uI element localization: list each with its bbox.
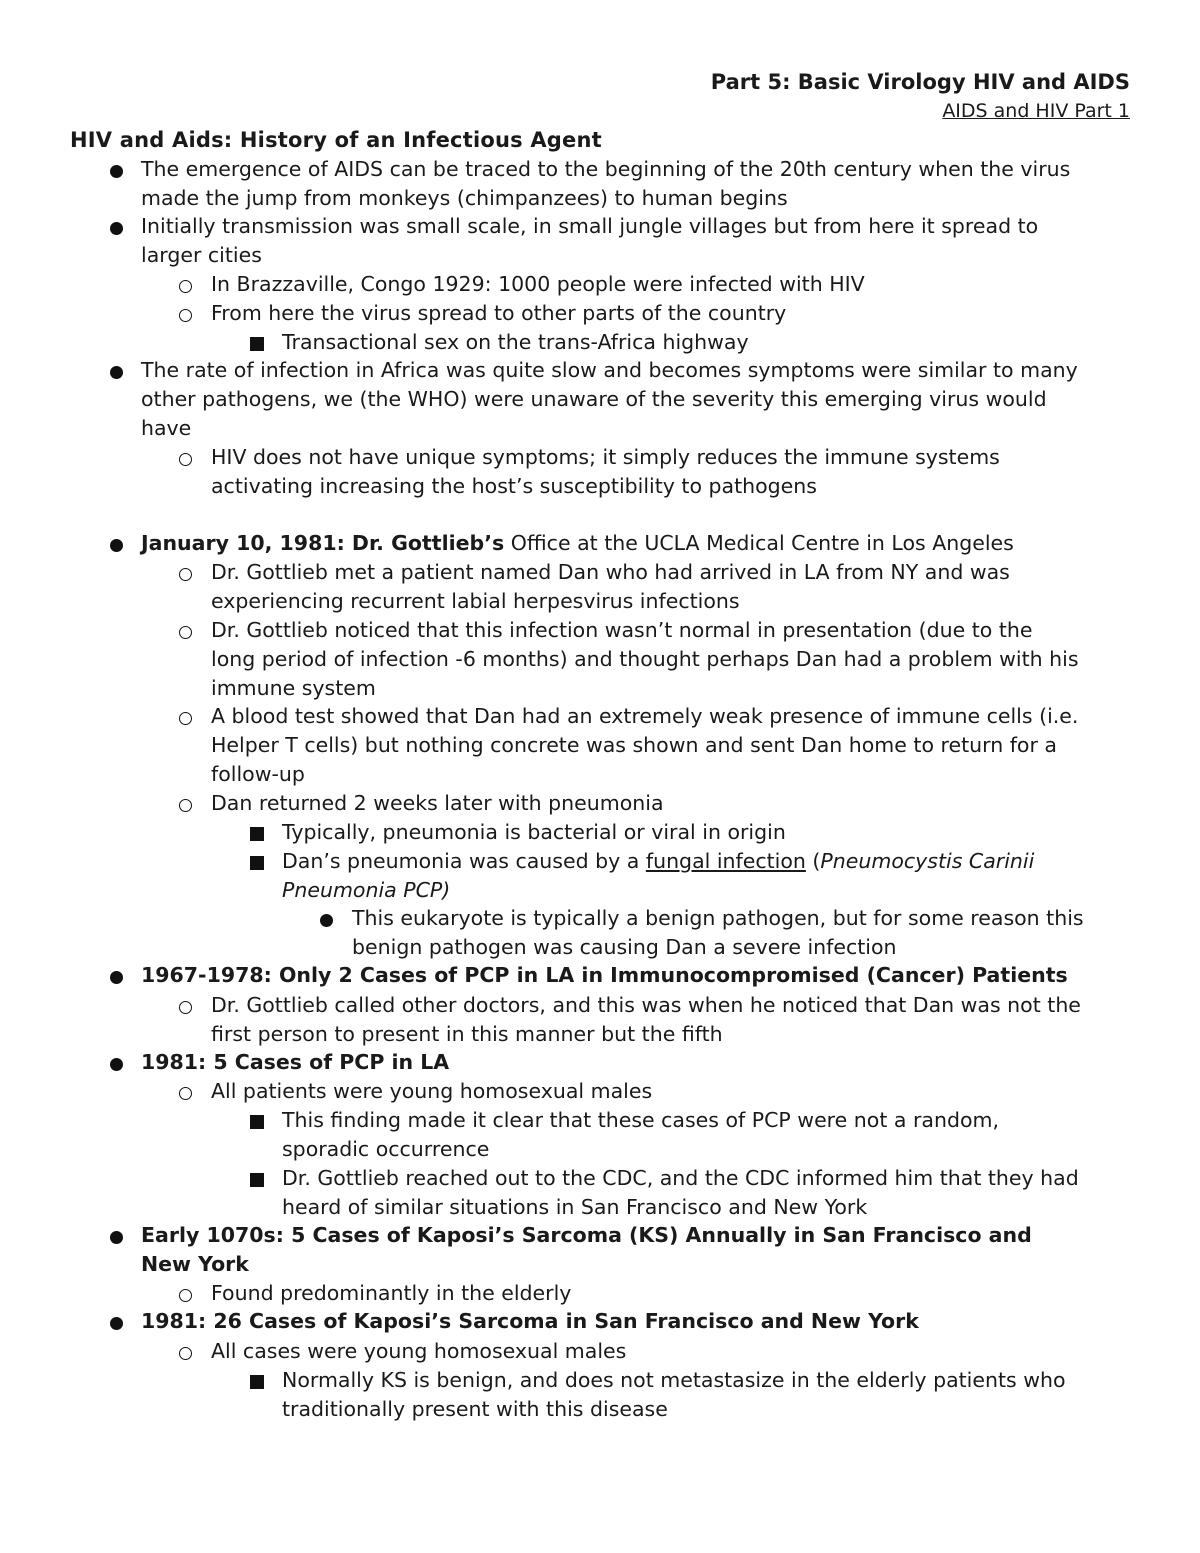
italic-term: Pneumonia PCP): [282, 878, 451, 902]
list-item-text: Helper T cells) but nothing concrete was shown and sent Dan home to return for a: [211, 733, 1057, 757]
bullet-circle-icon: [179, 453, 192, 466]
list-item-text: Dr. Gottlieb reached out to the CDC, and the CDC informed him that they had: [282, 1166, 1079, 1190]
bullet-square-icon: [250, 337, 264, 351]
list-item-text: Normally KS is benign, and does not metastasize in the elderly patients who: [282, 1368, 1066, 1392]
list-item-text: heard of similar situations in San Francisco and New York: [282, 1195, 868, 1219]
list-item-text: have: [141, 416, 192, 440]
bullet-square-icon: [250, 856, 264, 870]
list-item-text: traditionally present with this disease: [282, 1397, 668, 1421]
list-item-text: sporadic occurrence: [282, 1137, 490, 1161]
bullet-disc-icon: [110, 539, 123, 552]
bold-date-text: January 10, 1981: Dr. Gottlieb’s: [141, 531, 505, 555]
list-item-text: Dr. Gottlieb noticed that this infection wasn’t normal in presentation (due to the: [211, 618, 1033, 642]
italic-term: Pneumocystis Carinii: [820, 849, 1035, 873]
bullet-circle-icon: [179, 712, 192, 725]
bullet-square-icon: [250, 827, 264, 841]
bullet-square-icon: [250, 1375, 264, 1389]
bullet-square-icon: [250, 1173, 264, 1187]
list-item-text: benign pathogen was causing Dan a severe infection: [352, 935, 897, 959]
list-item-heading: 1981: 5 Cases of PCP in LA: [141, 1050, 450, 1074]
list-item-text: Found predominantly in the elderly: [211, 1281, 572, 1305]
bullet-disc-icon: [110, 1231, 123, 1244]
bullet-square-icon: [250, 1115, 264, 1129]
bullet-circle-icon: [179, 568, 192, 581]
list-item-text: From here the virus spread to other parts of the country: [211, 301, 787, 325]
list-item-text: Dan returned 2 weeks later with pneumonia: [211, 791, 664, 815]
list-item-text: [282, 847, 1034, 876]
text-prefix: Dan’s pneumonia was caused by a: [282, 849, 646, 873]
list-item-text: HIV does not have unique symptoms; it simply reduces the immune systems: [211, 445, 1000, 469]
bullet-circle-icon: [179, 309, 192, 322]
underlined-term: fungal infection: [645, 849, 806, 873]
list-item-heading: 1967-1978: Only 2 Cases of PCP in LA in Immunocompromised (Cancer) Patients: [141, 963, 1068, 987]
list-item-text: Initially transmission was small scale, in small jungle villages but from here it spread to: [141, 214, 1039, 238]
list-item-text: Typically, pneumonia is bacterial or viral in origin: [282, 820, 786, 844]
list-item-rest: Office at the UCLA Medical Centre in Los Angeles: [504, 531, 1014, 555]
bullet-disc-icon: [110, 1317, 123, 1330]
list-item-text: Transactional sex on the trans-Africa highway: [282, 330, 749, 354]
bullet-circle-icon: [179, 799, 192, 812]
bullet-circle-icon: [179, 1087, 192, 1100]
list-item-text: made the jump from monkeys (chimpanzees) to human begins: [141, 186, 788, 210]
document-title: Part 5: Basic Virology HIV and AIDS: [710, 70, 1130, 94]
bullet-circle-icon: [179, 280, 192, 293]
list-item-text: follow-up: [211, 762, 305, 786]
bullet-disc-icon: [110, 1058, 123, 1071]
bullet-circle-icon: [179, 1001, 192, 1014]
list-item-heading: 1981: 26 Cases of Kaposi’s Sarcoma in San Francisco and New York: [141, 1309, 919, 1333]
list-item-heading: Early 1070s: 5 Cases of Kaposi’s Sarcoma (KS) Annually in San Francisco and: [141, 1223, 1032, 1247]
text-paren: (: [805, 849, 821, 873]
bullet-circle-icon: [179, 1347, 192, 1360]
list-item-text: activating increasing the host’s susceptibility to pathogens: [211, 474, 817, 498]
list-item-text: Dr. Gottlieb called other doctors, and this was when he noticed that Dan was not the: [211, 993, 1081, 1017]
list-item-text: first person to present in this manner but the fifth: [211, 1022, 723, 1046]
bullet-disc-icon: [110, 971, 123, 984]
list-item-text: This eukaryote is typically a benign pathogen, but for some reason this: [352, 906, 1084, 930]
bullet-disc-icon: [110, 222, 123, 235]
list-item-text: other pathogens, we (the WHO) were unaware of the severity this emerging virus would: [141, 387, 1047, 411]
section-title: HIV and Aids: History of an Infectious Agent: [70, 128, 602, 152]
list-item-text: This finding made it clear that these cases of PCP were not a random,: [282, 1108, 999, 1132]
list-item-text: All patients were young homosexual males: [211, 1079, 653, 1103]
list-item-heading: New York: [141, 1252, 249, 1276]
list-item-text: larger cities: [141, 243, 262, 267]
list-item-text: A blood test showed that Dan had an extremely weak presence of immune cells (i.e.: [211, 704, 1079, 728]
list-item-text: long period of infection -6 months) and thought perhaps Dan had a problem with his: [211, 647, 1079, 671]
bullet-disc-icon: [320, 914, 333, 927]
bullet-circle-icon: [179, 1289, 192, 1302]
list-item-text: The rate of infection in Africa was quite slow and becomes symptoms were similar to many: [141, 358, 1078, 382]
list-item-text: Dr. Gottlieb met a patient named Dan who had arrived in LA from NY and was: [211, 560, 1010, 584]
bullet-disc-icon: [110, 165, 123, 178]
list-item-text: In Brazzaville, Congo 1929: 1000 people were infected with HIV: [211, 272, 865, 296]
list-item-text: immune system: [211, 676, 376, 700]
list-item-text: [141, 529, 1014, 558]
bullet-disc-icon: [110, 366, 123, 379]
list-item-text: experiencing recurrent labial herpesvirus infections: [211, 589, 740, 613]
list-item-text: All cases were young homosexual males: [211, 1339, 627, 1363]
document-subtitle: AIDS and HIV Part 1: [942, 100, 1130, 122]
bullet-circle-icon: [179, 626, 192, 639]
list-item-text: The emergence of AIDS can be traced to the beginning of the 20th century when the virus: [141, 157, 1071, 181]
